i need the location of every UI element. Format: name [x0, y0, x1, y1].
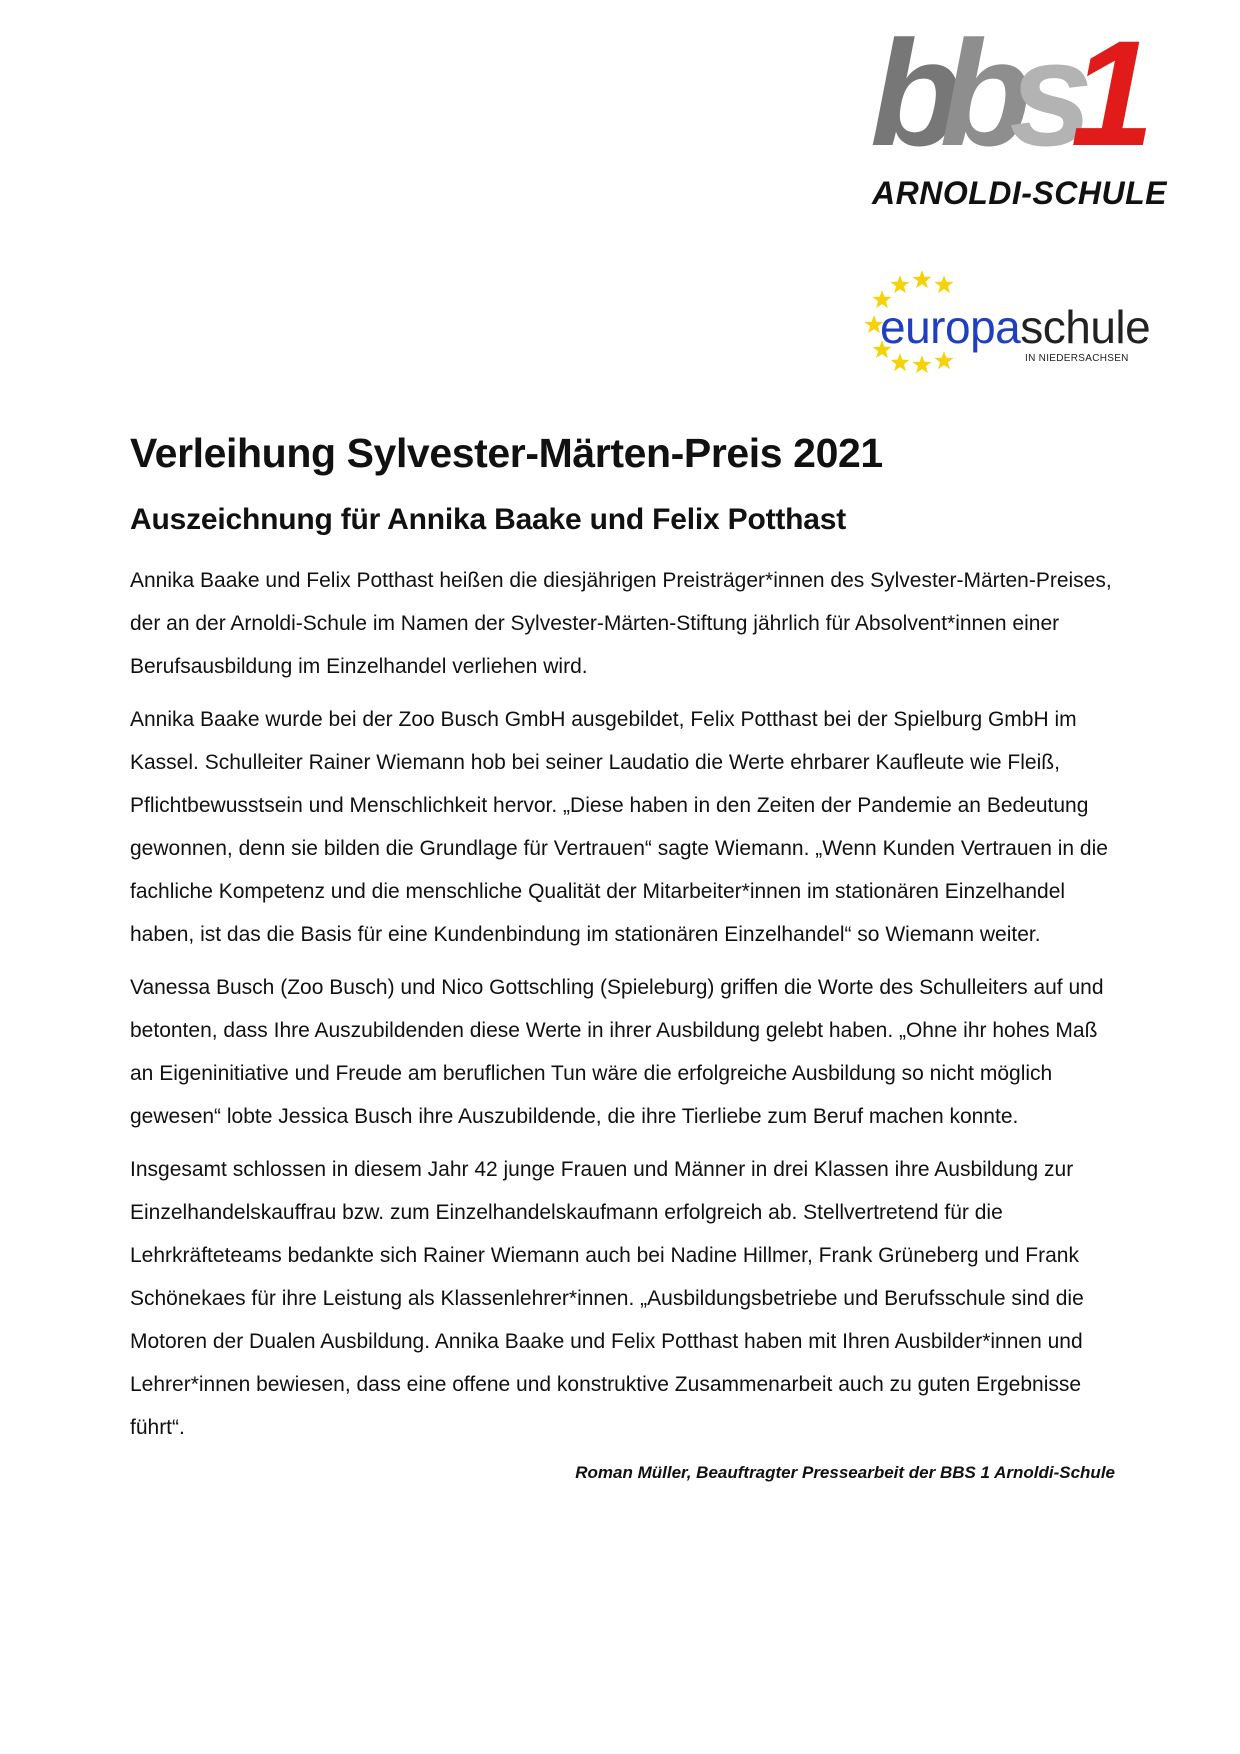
- star-icon: [913, 270, 932, 288]
- bbs1-logo: [860, 9, 1180, 177]
- bbs-digit-1: 1: [1070, 9, 1133, 177]
- europaschule-logo: [860, 265, 1180, 385]
- star-icon: [891, 353, 910, 371]
- europa-text: europa: [880, 301, 1021, 353]
- europaschule-subtitle: IN NIEDERSACHSEN: [1025, 353, 1129, 364]
- paragraph: Annika Baake und Felix Potthast heißen die diesjährigen Preisträger*innen des Sylvester-Märten-Preises, der an der Arnoldi-Schule im Namen der Sylvester-Märten-Stiftung jährlich für Absolvent*innen einer Berufsausbildung im Einzelhandel verliehen wird.: [130, 569, 1112, 678]
- paragraph: Annika Baake wurde bei der Zoo Busch GmbH ausgebildet, Felix Potthast bei der Spielburg GmbH im Kassel. Schulleiter Rainer Wiemann hob bei seiner Laudatio die Werte ehrbarer Kaufleute wie Fleiß, Pflichtbewusstsein und Menschlichkeit hervor. „Diese haben in den Zeiten der Pandemie an Bedeutung gewonnen, denn sie bilden die Grundlage für Vertrauen“ sagte Wiemann. „Wenn Kunden Vertrauen in die fachliche Kompetenz und die menschliche Qualität der Mitarbeiter*innen im stationären Einzelhandel haben, ist das die Basis für eine Kundenbindung im stationären Einzelhandel“ so Wiemann weiter.: [130, 708, 1108, 946]
- paragraph: Vanessa Busch (Zoo Busch) und Nico Gottschling (Spieleburg) griffen die Worte des Schulleiters auf und betonten, dass Ihre Auszubildenden diese Werte in ihrer Ausbildung gelebt haben. „Ohne ihr hohes Maß an Eigeninitiative und Freude am beruflichen Tun wäre die erfolgreiche Ausbildung so nicht möglich gewesen“ lobte Jessica Busch ihre Auszubildende, die ihre Tierliebe zum Beruf machen konnte.: [130, 976, 1104, 1128]
- schule-text: schule: [1020, 301, 1151, 353]
- star-icon: [913, 355, 932, 373]
- signature: Roman Müller, Beauftragter Pressearbeit der BBS 1 Arnoldi-Schule: [575, 1463, 1115, 1482]
- paragraph: Insgesamt schlossen in diesem Jahr 42 junge Frauen und Männer in drei Klassen ihre Ausbildung zur Einzelhandelskauffrau bzw. zum Einzelhandelskaufmann erfolgreich ab. Stellvertretend für die Lehrkräfteteams bedankte sich Rainer Wiemann auch bei Nadine Hillmer, Frank Grüneberg und Frank Schönekaes für ihre Leistung als Klassenlehrer*innen. „Ausbildungsbetriebe und Berufsschule sind die Motoren der Dualen Ausbildung. Annika Baake und Felix Potthast haben mit Ihren Ausbilder*innen und Lehrer*innen bewiesen, dass eine offene und konstruktive Zusammenarbeit auch zu guten Ergebnisse führt“.: [130, 1158, 1084, 1439]
- school-name: ARNOLDI-SCHULE: [872, 175, 1167, 211]
- bbs-letter-b1: b: [870, 9, 940, 177]
- bbs-letter-s: s: [1009, 9, 1071, 177]
- bbs-letter-b2: b: [939, 9, 1010, 177]
- europaschule-wordmark: [880, 300, 1150, 354]
- star-icon: [935, 275, 954, 293]
- bbs1-wordmark: [870, 9, 1133, 177]
- article-subtitle: Auszeichnung für Annika Baake und Felix Potthast: [130, 503, 847, 536]
- logo-area: [860, 9, 1180, 364]
- article-title: Verleihung Sylvester-Märten-Preis 2021: [130, 430, 883, 476]
- article: [130, 430, 1115, 1483]
- star-icon: [891, 275, 910, 293]
